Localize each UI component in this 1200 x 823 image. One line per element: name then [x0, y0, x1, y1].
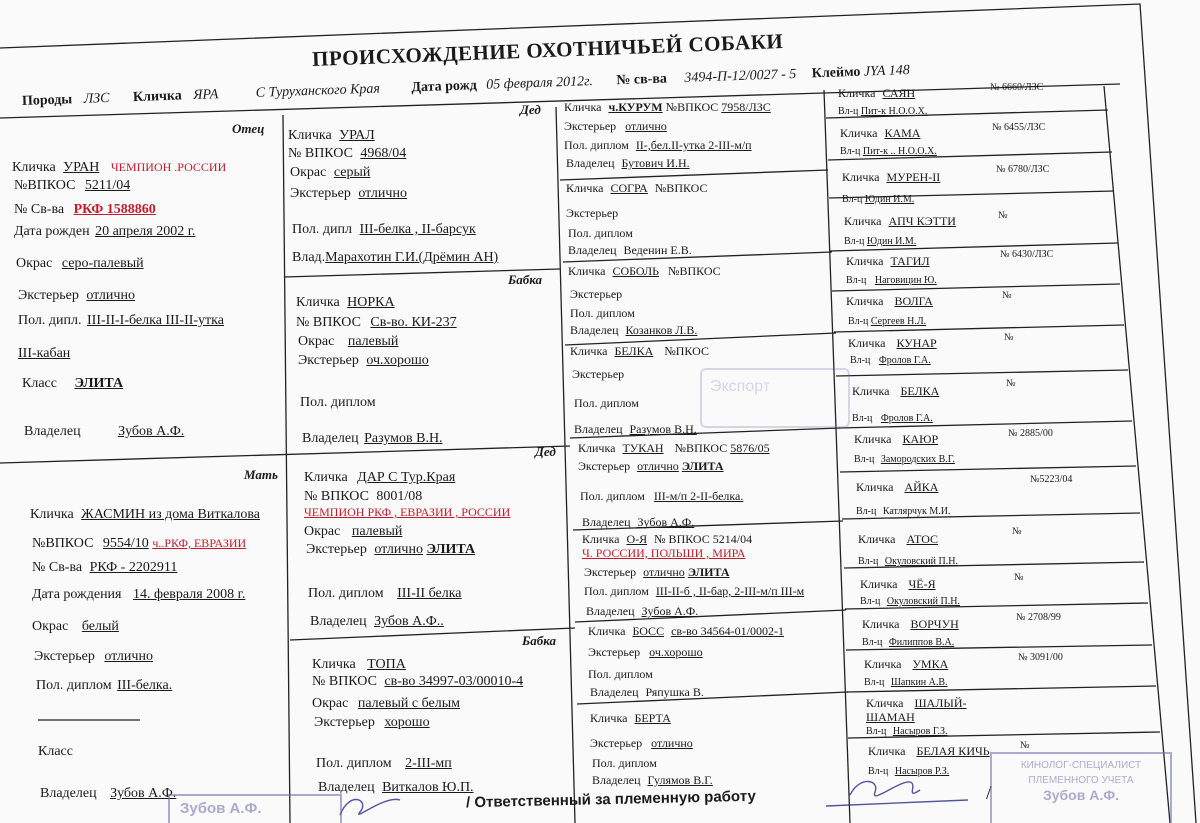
mother-color-row: Окрас белый [32, 619, 119, 634]
mother-heading: Мать [244, 467, 278, 482]
father-title: ЧЕМПИОН .РОССИИ [110, 160, 227, 174]
specialist-stamp: КИНОЛОГ-СПЕЦИАЛИСТ ПЛЕМЕННОГО УЧЕТА Зубов А.Ф. [990, 752, 1172, 823]
cert-value: 3494-П-12/0027 - 5 [684, 66, 797, 86]
g4-15-name-row: Кличка БЕЛАЯ КИЧЬ [868, 744, 990, 758]
g4-6-name-row: Кличка КУНАР [848, 336, 937, 350]
g4-7-num: № [1006, 378, 1016, 389]
g4-11-name-row: Кличка ЧЁ-Я [860, 577, 936, 591]
mgm-vpkos-row: № ВПКОС св-во 34997-03/00010-4 [312, 674, 524, 689]
mgm-dipl-row: Пол. диплом 2-III-мп [316, 756, 452, 771]
g4-10-name-row: Кличка АТОС [858, 532, 939, 546]
g4-8-num: № 2885/00 [1008, 428, 1053, 439]
mother-vpkos-row: №ВПКОС 9554/10 ч..РКФ, ЕВРАЗИИ [32, 536, 247, 551]
mgm-heading: Бабка [522, 633, 557, 648]
g3-4-owner-row: Владелец Зубов А.Ф. [582, 515, 695, 529]
g4-14-name2: ШАМАН [866, 710, 915, 724]
g3-7-ext-row: Экстерьер отлично [590, 736, 693, 750]
mgf-owner-row: Владелец Зубов А.Ф.. [310, 614, 444, 629]
g4-5-name-row: Кличка ВОЛГА [846, 294, 933, 308]
g3-0-name-row: Кличка ч.КУРУМ №ВПКОС 7958/ЛЗС [564, 100, 771, 114]
father-vpkos-row: №ВПКОС 5211/04 [14, 178, 131, 193]
mgm-name-row: Кличка ТОПА [312, 657, 406, 672]
g4-10-owner-row: Вл-ц Окуловский П.Н. [858, 556, 958, 567]
mgf-heading: Дед [535, 444, 556, 459]
fgm-vpkos-row: № ВПКОС Св-во. КИ-237 [296, 315, 457, 330]
g4-9-num: №5223/04 [1030, 474, 1073, 485]
fgf-vpkos-row: № ВПКОС 4968/04 [288, 146, 407, 161]
g4-5-owner-row: Вл-ц Сергеев Н.Л. [848, 316, 927, 327]
father-dipl-row: Пол. дипл. III-II-I-белка III-II-утка [18, 313, 224, 328]
g3-1-owner-row: Владелец Веденин Е.В. [568, 243, 692, 257]
mgf-ext-row: Экстерьер отлично ЭЛИТА [306, 542, 476, 557]
mgf-title: ЧЕМПИОН РКФ , ЕВРАЗИИ , РОССИИ [304, 505, 511, 519]
g4-13-name-row: Кличка УМКА [864, 657, 949, 671]
father-color-row: Окрас серо-палевый [16, 256, 144, 271]
g4-8-name-row: Кличка КАЮР [854, 432, 939, 446]
mother-title: ч..РКФ, ЕВРАЗИИ [152, 536, 247, 550]
g3-2-dipl-row: Пол. диплом [570, 306, 635, 320]
mgf-color-row: Окрас палевый [304, 524, 403, 539]
dob-label: Дата рожд [411, 78, 478, 96]
g4-11-owner-row: Вл-ц Окуловский П.Н. [860, 596, 960, 607]
g4-6-owner-row: Вл-ц Фролов Г.А. [850, 355, 931, 366]
g3-3-dipl-row: Пол. диплом [574, 396, 639, 410]
breed-value: ЛЗС [83, 90, 110, 107]
g3-7-name-row: Кличка БЕРТА [590, 711, 671, 725]
g4-12-owner-row: Вл-ц Филиппов В.А. [862, 637, 955, 648]
g3-0-dipl-row: Пол. диплом II-,бел.II-утка 2-III-м/п [564, 138, 752, 152]
g3-6-name-row: Кличка БОСС св-во 34564-01/0002-1 [588, 624, 784, 638]
g3-1-dipl-row: Пол. диплом [568, 226, 633, 240]
g3-5-name-row: Кличка О-Я № ВПКОС 5214/04 [582, 532, 753, 546]
g4-4-num: № 6430/ЛЗС [1000, 249, 1054, 260]
g4-12-name-row: Кличка ВОРЧУН [862, 617, 959, 631]
g4-13-num: № 3091/00 [1018, 652, 1063, 663]
mgm-color-row: Окрас палевый с белым [312, 696, 460, 711]
g4-2-num: № 6780/ЛЗС [996, 164, 1050, 175]
fgm-name-row: Кличка НОРКА [296, 295, 395, 310]
mother-ext-row: Экстерьер отлично [34, 649, 153, 664]
brand-value: JYA 148 [863, 63, 910, 80]
g4-1-num: № 6455/ЛЗС [992, 122, 1046, 133]
fgf-dipl-row: Пол. дипл III-белка , II-барсук [292, 222, 476, 237]
g3-2-name-row: Кличка СОБОЛЬ №ВПКОС [568, 264, 721, 278]
g4-0-name-row: Кличка САЯН [838, 86, 916, 100]
g4-0-owner-row: Вл-ц Пит-к Н.О.О.Х. [838, 106, 928, 117]
g3-3-owner-row: Владелец Разумов В.Н. [574, 422, 697, 436]
g3-6-ext-row: Экстерьер оч.хорошо [588, 645, 703, 659]
g3-4-name-row: Кличка ТУКАН №ВПКОС 5876/05 [578, 441, 770, 455]
g3-6-owner-row: Владелец Ряпушка В. [590, 685, 704, 699]
g3-0-owner-row: Владелец Бутович И.Н. [566, 156, 690, 170]
g4-6-num: № [1004, 332, 1014, 343]
g3-1-ext-row: Экстерьер [566, 206, 619, 220]
g3-2-owner-row: Владелец Козанков Л.В. [570, 323, 698, 337]
g4-7-owner-row: Вл-ц Фролов Г.А. [852, 413, 933, 424]
g3-4-ext-row: Экстерьер отлично ЭЛИТА [578, 459, 724, 473]
father-class-row: Класс ЭЛИТА [22, 376, 124, 391]
g3-5-owner-row: Владелец Зубов А.Ф. [586, 604, 699, 618]
g4-12-num: № 2708/99 [1016, 612, 1061, 623]
g4-13-owner-row: Вл-ц Шапкин А.В. [864, 677, 948, 688]
g4-8-owner-row: Вл-ц Замородских В.Г. [854, 454, 955, 465]
father-name: УРАН [63, 160, 100, 175]
mgf-dipl-row: Пол. диплом III-II белка [308, 586, 462, 601]
g4-2-name-row: Кличка МУРЕН-II [842, 170, 941, 184]
mgm-ext-row: Экстерьер хорошо [314, 715, 430, 730]
g3-5-dipl-row: Пол. диплом III-II-б , II-бар, 2-III-м/п III-м [584, 584, 805, 598]
g3-0-ext-row: Экстерьер отлично [564, 119, 667, 133]
father-heading: Отец [232, 121, 265, 136]
fgm-dipl-row: Пол. диплом [300, 395, 376, 410]
fgm-ext-row: Экстерьер оч.хорошо [298, 353, 429, 368]
father-owner-row: Владелец Зубов А.Ф. [24, 424, 185, 439]
mother-name-row: Кличка ЖАСМИН из дома Виткалова [30, 507, 260, 522]
mother-class-label: Класс [38, 744, 73, 759]
g4-10-num: № [1012, 526, 1022, 537]
breed-label: Породы [21, 92, 73, 109]
fgf-name-row: Кличка УРАЛ [288, 128, 375, 143]
g4-4-owner-row: Вл-ц Наговицин Ю. [846, 275, 937, 286]
g4-9-name-row: Кличка АЙКА [856, 480, 939, 494]
page-title: ПРОИСХОЖДЕНИЕ ОХОТНИЧЬЕЙ СОБАКИ [311, 28, 784, 72]
g3-7-dipl-row: Пол. диплом [592, 756, 657, 770]
fgf-owner-row: Влад.Марахотин Г.И.(Дрёмин АН) [292, 250, 499, 265]
g4-7-name-row: Кличка БЕЛКА [852, 384, 940, 398]
mother-owner-row: Владелец Зубов А.Ф. [40, 786, 177, 801]
name-suffix: С Туруханского Края [255, 81, 381, 101]
name-label: Кличка [132, 88, 183, 106]
fgf-heading: Дед [520, 102, 541, 117]
mother-dipl-row: Пол. диплом III-белка. [36, 678, 173, 693]
father-name-row: Кличка УРАН ЧЕМПИОН .РОССИИ [12, 160, 227, 175]
g3-5-ext-row: Экстерьер отлично ЭЛИТА [584, 565, 730, 579]
mgm-owner-row: Владелец Виткалов Ю.П. [318, 780, 474, 795]
mgf-vpkos-row: № ВПКОС 8001/08 [304, 489, 423, 504]
footer-slash: / [986, 782, 992, 804]
g4-3-owner-row: Вл-ц Юдин И.М. [844, 236, 917, 247]
father-dipl-row2: III-кабан [18, 346, 71, 361]
g4-5-num: № [1002, 290, 1012, 301]
fgm-owner-row: Владелец Разумов В.Н. [302, 431, 443, 446]
fgf-color-row: Окрас серый [290, 165, 371, 180]
g3-4-dipl-row: Пол. диплом III-м/п 2-II-белка. [580, 489, 744, 503]
fgf-ext-row: Экстерьер отлично [290, 186, 407, 201]
father-ext-row: Экстерьер отлично [18, 288, 135, 303]
g4-2-owner-row: Вл-ц Юдин И.М. [842, 194, 915, 205]
g4-11-num: № [1014, 572, 1024, 583]
brand-label: Клеймо [811, 64, 861, 82]
g4-3-num: № [998, 210, 1008, 221]
g4-4-name-row: Кличка ТАГИЛ [846, 254, 930, 268]
g4-1-owner-row: Вл-ц Пит-к .. Н.О.О.Х. [840, 146, 937, 157]
g3-6-dipl-row: Пол. диплом [588, 667, 653, 681]
g3-1-name-row: Кличка СОГРА №ВПКОС [566, 181, 708, 195]
responsible-label: / Ответственный за племенную работу [465, 787, 756, 812]
g3-5-title: Ч. РОССИИ, ПОЛЬШИ , МИРА [582, 546, 746, 560]
g3-2-ext-row: Экстерьер [570, 287, 623, 301]
g4-14-owner-row: Вл-ц Насыров Г.З. [866, 726, 948, 737]
g3-3-ext-row: Экстерьер [572, 367, 625, 381]
g4-15-owner-row: Вл-ц Насыров Р.З. [868, 766, 950, 777]
g3-7-owner-row: Владелец Гулямов В.Г. [592, 773, 713, 787]
fgm-heading: Бабка [508, 272, 543, 287]
father-dob-row: Дата рожден 20 апреля 2002 г. [14, 224, 196, 239]
cert-label: № св-ва [616, 71, 668, 89]
g4-14-name-row: Кличка ШАЛЫЙ- [866, 696, 967, 710]
dob-value: 05 февраля 2012г. [486, 74, 594, 93]
g4-3-name-row: Кличка АПЧ КЭТТИ [844, 214, 956, 228]
fgm-color-row: Окрас палевый [298, 334, 399, 349]
bottom-stamp: Зубов А.Ф. [168, 794, 342, 823]
g4-1-name-row: Кличка КАМА [840, 126, 921, 140]
mgf-name-row: Кличка ДАР С Тур.Края [304, 470, 456, 485]
name-value: ЯРА [193, 87, 219, 104]
father-cert-row: № Св-ва РКФ 1588860 [14, 202, 156, 217]
mother-cert-row: № Св-ва РКФ - 2202911 [32, 560, 178, 575]
g4-9-owner-row: Вл-ц Катлярчук М.И. [856, 506, 951, 517]
faint-export-stamp: Экспорт [700, 368, 850, 428]
g4-15-num: № [1020, 740, 1030, 751]
g4-0-num: № 6660/ЛЗС [990, 82, 1044, 93]
mother-dob-row: Дата рождения 14. февраля 2008 г. [32, 587, 246, 602]
g3-3-name-row: Кличка БЕЛКА №ПКОС [570, 344, 709, 358]
